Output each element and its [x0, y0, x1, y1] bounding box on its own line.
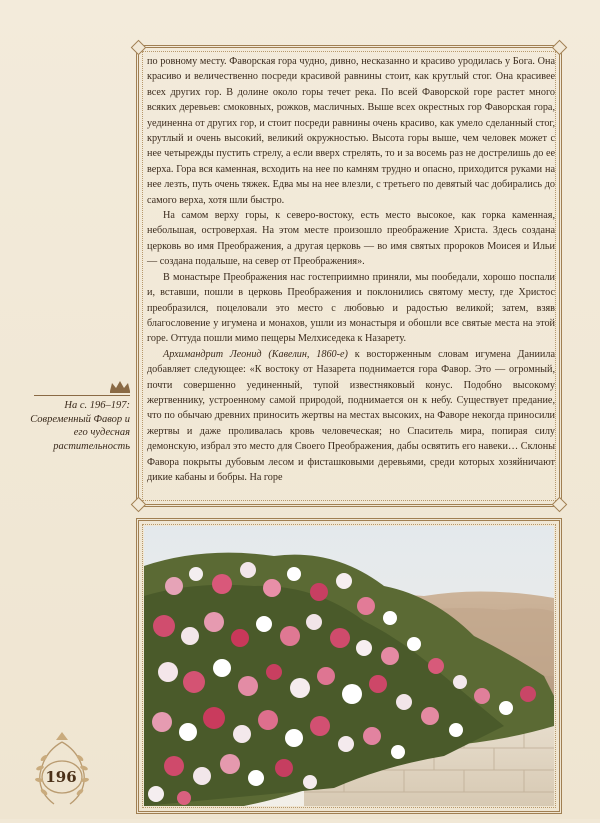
side-note-text: Современный Фавор и его чудесная растительность: [30, 413, 130, 452]
side-note: [14, 393, 130, 453]
paragraph-4-text: к восторженным словам игумена Даниила добавляет следующее: «К востоку от Назарета поднимается гора Фавор. Это — огромный, почти совершенно уединенный, тупой известняковый конус. Подобно высокому жертвеннику, устроенному самой природой, поднимается он к небу. Существует предание, что по обычаю древних приносить жертвы на местах высоких, на Фаворе некогда приносили жертвы и даже проливалась кровь человеческая; но Спаситель мира, попирая силу демонскую, избрал это место для Своего Преображения, дабы освятить его навеки… Склоны Фавора покрыты дубовым лесом и фисташковыми деревьями, среди которых хозяйничают дикие кабаны и бобры. На горе: [147, 348, 555, 483]
paragraph-3: В монастыре Преображения нас гостеприимно приняли, мы пообедали, хорошо поспали и, вставши, пошли в церковь Преображения и поклонились святому месту, где Христос преобразился, поцеловали это место с любовью и радостью великой; затем, взяв благословение у игумена и монахов, ушли из монастыря и обошли все святые места на этой горе. Оттуда пошли мимо пещеры Мелхиседека к Назарету.: [147, 271, 555, 345]
paragraph-4: [147, 347, 555, 486]
photo-frame: [136, 518, 562, 814]
page-number-ornament: [14, 722, 110, 818]
side-note-ref: На с. 196–197:: [64, 400, 130, 411]
page-number: 196: [45, 768, 77, 786]
mount-tabor-flowers-photo: [144, 526, 554, 806]
author-italic: Архимандрит Леонид (Кавелин, 1860-е): [163, 348, 348, 360]
crown-ornament-icon: [108, 379, 132, 393]
paragraph-2: На самом верху горы, к северо-востоку, есть место высокое, как горка каменная, небольшая, островерхая. На этом месте произошло преображение Христа. Здесь создана церковь во имя Преображения, а другая церковь — во имя святых пророков Моисея и Ильи — создана подальше, на север от Преображения».: [147, 210, 555, 268]
paragraph-1: по ровному месту. Фаворская гора чудно, дивно, несказанно и красиво уродилась у Бога. Она красиво и величественно посреди красивой равнины стоит, как крутлый стог. Она красивее всех других гор. В долине около горы течет река. По всей Фаворской горе растет много всяких деревьев: смоковных, рожков, масличных. Выше всех окрестных гор Фаворская гора, уединенна от других гор, и стоит посреди равнины очень красиво, как умело сделанный стог, крутлый и очень высокий, великий окружностью. Высота горы выше, чем человек может с нее четырежды пустить стрелу, а если вверх стрелять, то и за восемь раз не дострелишь до ее верха. Гора вся каменная, всходить на нее по камням трудно и опасно, приходится руками на нее лезть, путь очень тяжек. Едва мы на нее влезли, с третьего по девятый час добирались до самого верха, хотя шли быстро.: [147, 56, 555, 206]
side-note-rule: [34, 395, 130, 396]
text-frame: [136, 45, 562, 507]
body-text: [147, 54, 555, 485]
